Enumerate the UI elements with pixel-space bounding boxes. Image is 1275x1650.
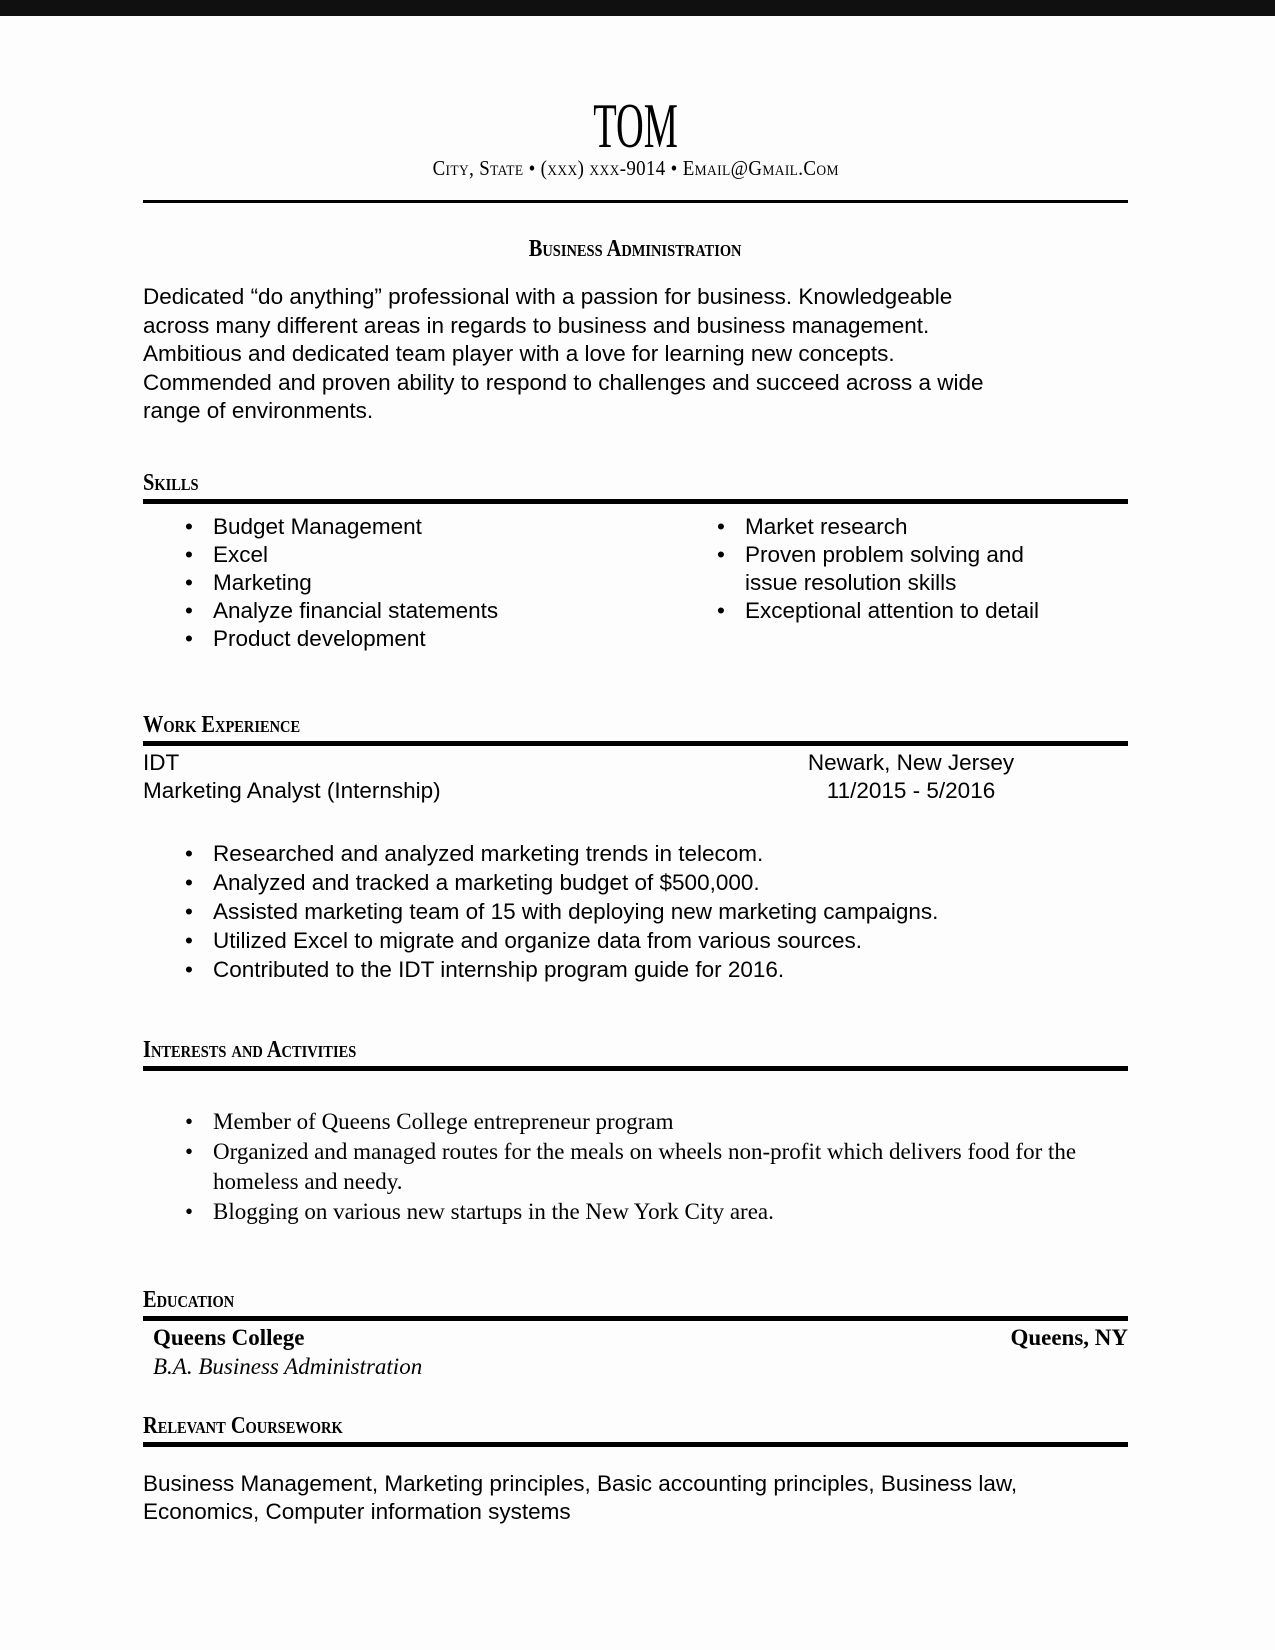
top-black-bar	[0, 0, 1275, 16]
job-dates: 11/2015 - 5/2016	[826, 777, 996, 803]
experience-bullet: • Utilized Excel to migrate and organize data from various sources.	[143, 926, 1128, 955]
skills-list-left	[143, 513, 675, 653]
job-title: Marketing Analyst (Internship)	[143, 777, 441, 803]
header-rule	[143, 200, 1128, 203]
skill-item: • Analyze financial statements	[143, 597, 675, 625]
objective-title: Business Administration	[529, 236, 742, 262]
interests-heading: Interests and Activities	[143, 1037, 1128, 1071]
skill-item: • Product development	[143, 625, 675, 653]
skill-item: • Marketing	[143, 569, 675, 597]
skills-columns	[143, 513, 1128, 653]
objective-line: Ambitious and dedicated team player with a love for learning new concepts.	[143, 341, 895, 366]
company-name: IDT	[143, 749, 180, 775]
experience-bullet: • Analyzed and tracked a marketing budget of $500,000.	[143, 868, 1128, 897]
interest-item: • Member of Queens College entrepreneur program	[143, 1107, 1093, 1137]
skills-heading: Skills	[143, 470, 1128, 504]
job-right-column	[746, 749, 1076, 805]
candidate-name-text: TOM	[593, 90, 678, 161]
candidate-name	[143, 90, 1128, 161]
objective-text	[143, 283, 1128, 426]
skill-item: • Exceptional attention to detail	[675, 597, 1065, 625]
skills-list-right	[675, 513, 1065, 653]
work-experience-heading: Work Experience	[143, 712, 1128, 746]
coursework-text: Business Management, Marketing principles, Basic accounting principles, Business law, Economics, Computer information systems	[143, 1470, 1018, 1524]
resume-content	[0, 90, 1275, 1527]
degree: B.A. Business Administration	[153, 1353, 423, 1379]
experience-bullet: • Researched and analyzed marketing trends in telecom.	[143, 839, 1128, 868]
coursework-heading: Relevant Coursework	[143, 1413, 1128, 1447]
objective-line: across many different areas in regards to business and business management.	[143, 312, 930, 338]
interest-item: • Organized and managed routes for the meals on wheels non-profit which delivers food for the homeless and needy.	[143, 1137, 1093, 1197]
objective-line: Commended and proven ability to respond to challenges and succeed across a wide	[143, 369, 984, 395]
skill-item: • Proven problem solving and issue resolution skills	[675, 541, 1065, 597]
skill-item: • Budget Management	[143, 513, 675, 541]
interests-list	[143, 1107, 1093, 1227]
objective-line: Dedicated “do anything” professional with a passion for business. Knowledgeable	[143, 284, 953, 309]
school-name: Queens College	[153, 1324, 305, 1350]
job-location: Newark, New Jersey	[807, 749, 1015, 775]
job-left-column	[143, 749, 746, 805]
skill-item: • Market research	[675, 513, 1065, 541]
skill-item: • Excel	[143, 541, 675, 569]
experience-bullet: • Assisted marketing team of 15 with deploying new marketing campaigns.	[143, 897, 1128, 926]
experience-bullet-list	[143, 839, 1128, 984]
job-header-row	[143, 749, 1128, 805]
school-location: Queens, NY	[1010, 1324, 1128, 1350]
education-heading: Education	[143, 1287, 1128, 1321]
contact-line	[143, 156, 1128, 180]
education-row	[143, 1323, 1128, 1352]
interest-item: • Blogging on various new startups in the New York City area.	[143, 1197, 1093, 1227]
contact-line-text: City, State • (xxx) xxx-9014 • Email@Gmail.Com	[432, 156, 839, 180]
objective-line: range of environments.	[143, 398, 374, 423]
experience-bullet: • Contributed to the IDT internship program guide for 2016.	[143, 955, 1128, 984]
